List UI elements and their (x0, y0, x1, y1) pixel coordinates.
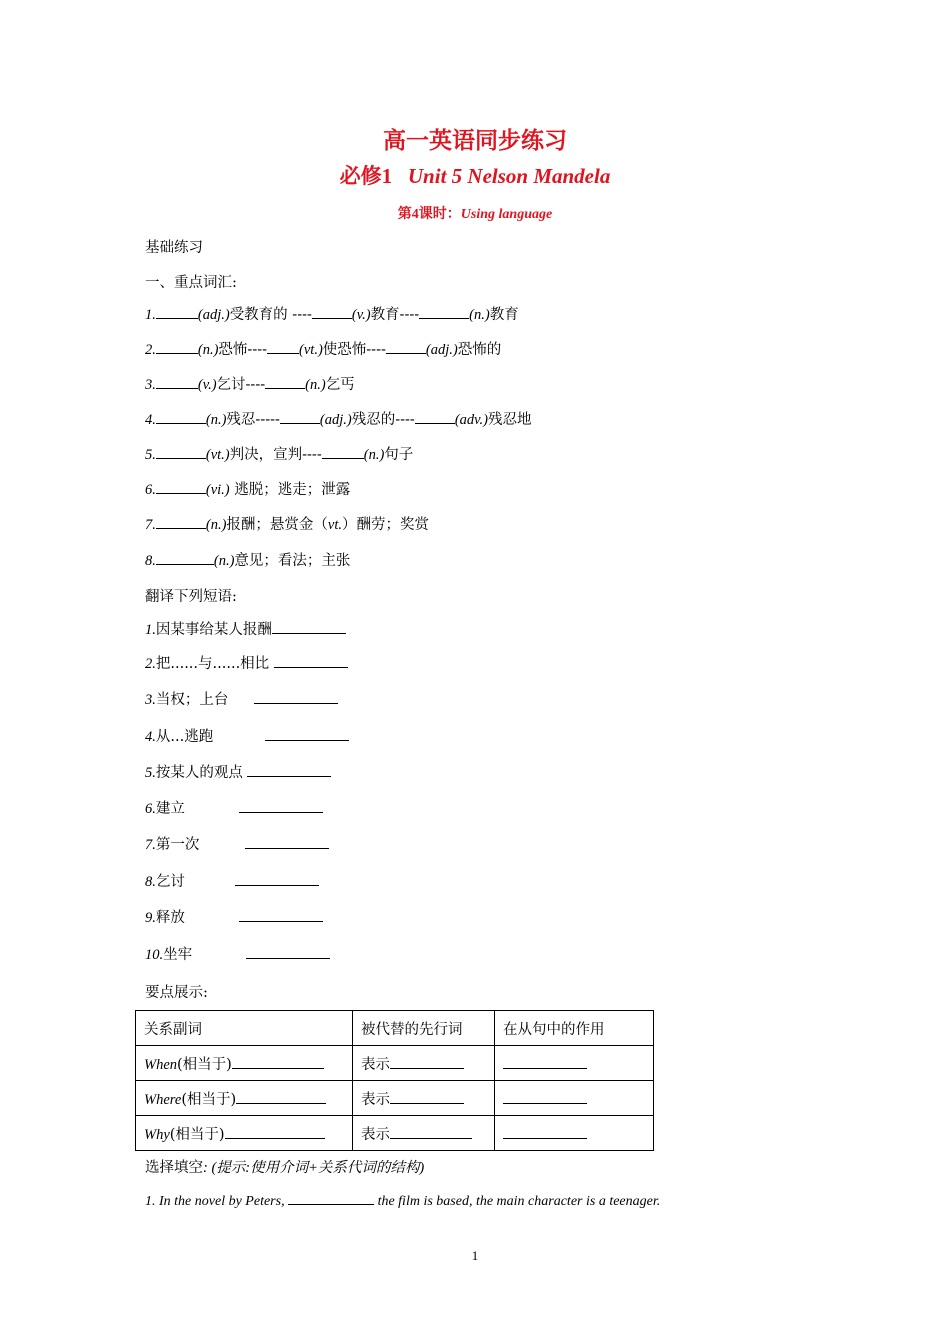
answer-blank[interactable] (415, 409, 455, 424)
lesson-title (0, 203, 950, 223)
phrase-item-7: 7.第一次 (145, 833, 329, 854)
answer-blank[interactable] (156, 409, 206, 424)
answer-blank[interactable] (254, 689, 338, 704)
answer-blank[interactable] (235, 871, 319, 886)
phrase-item-1: 1.因某事给某人报酬 (145, 618, 346, 639)
answer-blank[interactable] (245, 834, 329, 849)
phrase-item-8: 8.乞讨 (145, 870, 319, 891)
answer-blank[interactable] (265, 374, 305, 389)
answer-blank[interactable] (236, 1089, 326, 1104)
answer-blank[interactable] (267, 339, 299, 354)
answer-blank[interactable] (246, 944, 330, 959)
vocab-item-2: 2. (n.)恐怖---- (vt.)使恐怖---- (adj.)恐怖的 (145, 338, 501, 359)
lesson-prefix: 第4课时： (397, 207, 461, 222)
table-cell: Why(相当于) (136, 1116, 353, 1151)
answer-blank[interactable] (225, 1124, 325, 1139)
answer-blank[interactable] (156, 444, 206, 459)
answer-blank[interactable] (503, 1089, 587, 1104)
section-heading-basic: 基础练习 (145, 240, 203, 256)
vocab-item-4: 4. (n.)残忍----- (adj.)残忍的---- (adv.)残忍地 (145, 408, 532, 429)
page-title: 高一英语同步练习 (383, 127, 567, 154)
phrase-item-2: 2.把......与......相比 (145, 652, 348, 673)
vocab-item-8: 8. (n.)意见；看法；主张 (145, 549, 350, 570)
table-header-row (136, 1011, 654, 1046)
answer-blank[interactable] (156, 374, 198, 389)
answer-blank[interactable] (390, 1124, 472, 1139)
answer-blank[interactable] (156, 304, 198, 319)
table-row (136, 1116, 654, 1151)
table-cell: 表示 (353, 1046, 495, 1081)
answer-blank[interactable] (390, 1054, 464, 1069)
vocab-item-3: 3. (v.)乞讨---- (n.)乞丐 (145, 373, 355, 394)
phrase-item-10: 10.坐牢 (145, 943, 330, 964)
keypoints-table (135, 1010, 654, 1151)
table-cell (495, 1116, 654, 1151)
answer-blank[interactable] (265, 726, 349, 741)
phrases-heading: 翻译下列短语: (145, 589, 237, 605)
answer-blank[interactable] (503, 1054, 587, 1069)
table-cell: 表示 (353, 1081, 495, 1116)
phrase-item-6: 6.建立 (145, 797, 323, 818)
answer-blank[interactable] (232, 1054, 324, 1069)
phrase-item-4: 4.从...逃跑 (145, 725, 349, 746)
keypoints-heading: 要点展示: (145, 985, 208, 1001)
module-label: 必修1 (339, 164, 393, 188)
table-cell: When(相当于) (136, 1046, 353, 1081)
answer-blank[interactable] (156, 339, 198, 354)
vocab-heading: 一、重点词汇: (145, 275, 237, 291)
answer-blank[interactable] (156, 514, 206, 529)
page-number: 1 (471, 1248, 479, 1263)
answer-blank[interactable] (247, 762, 331, 777)
answer-blank[interactable] (390, 1089, 464, 1104)
phrase-item-9: 9.释放 (145, 906, 323, 927)
answer-blank[interactable] (419, 304, 469, 319)
table-cell (495, 1046, 654, 1081)
answer-blank[interactable] (312, 304, 352, 319)
answer-blank[interactable] (274, 653, 348, 668)
table-header-cell: 关系副词 (136, 1011, 353, 1046)
phrase-item-5: 5.按某人的观点 (145, 761, 331, 782)
table-cell: 表示 (353, 1116, 495, 1151)
answer-blank[interactable] (503, 1124, 587, 1139)
answer-blank[interactable] (239, 907, 323, 922)
fill-heading: 选择填空: (提示:使用介词+关系代词的结构) (145, 1160, 425, 1176)
answer-blank[interactable] (322, 444, 364, 459)
vocab-item-6: 6. (vi.) 逃脱；逃走；泄露 (145, 478, 350, 499)
vocab-item-1: 1. (adj.)受教育的 ---- (v.)教育---- (n.)教育 (145, 303, 519, 324)
table-header-cell: 在从句中的作用 (495, 1011, 654, 1046)
page-subtitle (0, 160, 950, 190)
vocab-item-7: 7. (n.)报酬；悬赏金（vt.）酬劳；奖赏 (145, 513, 429, 534)
answer-blank[interactable] (386, 339, 426, 354)
table-header-cell: 被代替的先行词 (353, 1011, 495, 1046)
question-1: 1. In the novel by Peters, the film is based, the main character is a teenager. (145, 1190, 660, 1210)
answer-blank[interactable] (156, 479, 206, 494)
table-cell: Where(相当于) (136, 1081, 353, 1116)
table-row (136, 1046, 654, 1081)
answer-blank[interactable] (156, 550, 214, 565)
answer-blank[interactable] (239, 798, 323, 813)
answer-blank[interactable] (280, 409, 320, 424)
table-cell (495, 1081, 654, 1116)
answer-blank[interactable] (272, 619, 346, 634)
answer-blank[interactable] (288, 1190, 374, 1205)
lesson-name: Using language (460, 207, 553, 222)
table-row (136, 1081, 654, 1116)
vocab-item-5: 5. (vt.)判决，宣判---- (n.)句子 (145, 443, 413, 464)
phrase-item-3: 3.当权；上台 (145, 688, 338, 709)
unit-label: Unit 5 Nelson Mandela (407, 164, 611, 188)
